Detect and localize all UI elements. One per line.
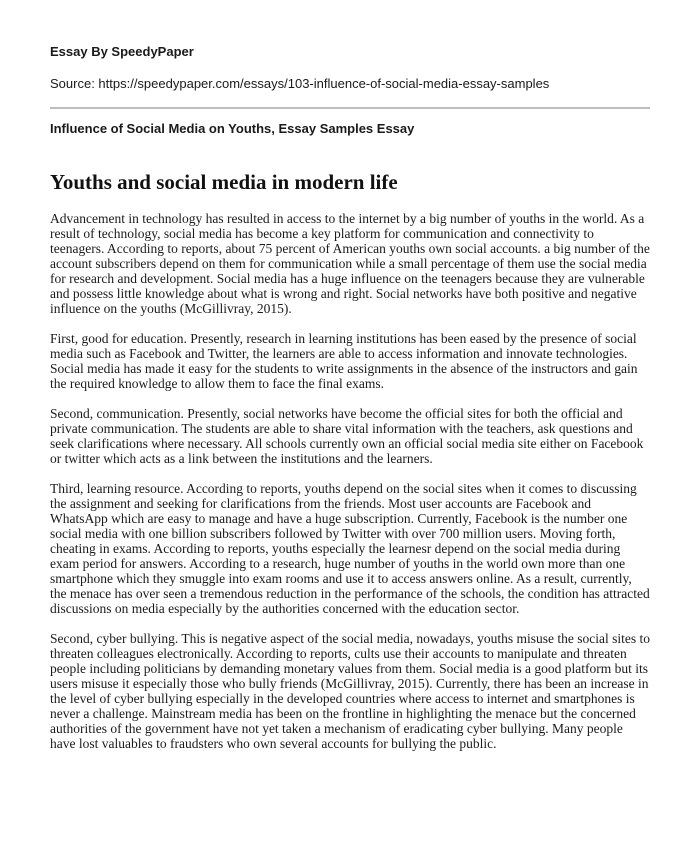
header-divider <box>50 107 650 109</box>
paragraph: Second, communication. Presently, social networks have become the official sites for both the official and private communication. The students are able to share vital information with the teachers, ask questions and seek clarifications where necessary. All schools currently own an official social media site either on Facebook or twitter which acts as a link between the institutions and the learners. <box>50 406 644 466</box>
document-title: Influence of Social Media on Youths, Essay Samples Essay <box>50 121 415 136</box>
paragraph: Third, learning resource. According to reports, youths depend on the social sites when it comes to discussing the assignment and seeking for clarifications from the friends. Most user accounts are Facebook and WhatsApp which are easy to manage and have a huge subscription. Currently, Facebook is the number one social media with one billion subscribers followed by Twitter with over 700 million users. Moving forth, cheating in exams. According to reports, youths especially the learnesr depend on the social media during exam period for answers. According to a research, huge number of youths in the world own more than one smartphone which they smuggle into exam rooms and use it to access answers online. As a result, currently, the menace has over seen a tremendous reduction in the performance of the schools, the condition has attracted discussions on media especially by the authorities concerned with the education sector. <box>50 481 650 616</box>
paragraph: Second, cyber bullying. This is negative aspect of the social media, nowadays, youths misuse the social sites to threaten colleagues electronically. According to reports, cults use their accounts to manipulate and threaten people including politicians by demanding monetary values from them. Social media is a good platform but its users misuse it especially those who bully friends (McGillivray, 2015). Currently, there has been an increase in the level of cyber bullying especially in the developed countries where access to internet and smartphones is never a challenge. Mainstream media has been on the frontline in highlighting the menace but the concerned authorities of the government have not yet taken a mechanism of eradicating cyber bullying. Many people have lost valuables to fraudsters who own several accounts for bullying the public. <box>50 631 651 751</box>
paragraph: First, good for education. Presently, research in learning institutions has been eased by the presence of social media such as Facebook and Twitter, the learners are able to access information and innovate technologies. Social media has made it easy for the students to write assignments in the absence of the instructors and gain the required knowledge to allow them to face the final exams. <box>50 331 638 391</box>
brand-label: Essay By SpeedyPaper <box>50 44 194 59</box>
paragraph: Advancement in technology has resulted in access to the internet by a big number of youths in the world. As a result of technology, social media has become a key platform for communication and connectivity to teenagers. According to reports, about 75 percent of American youths own social accounts. a big number of the account subscribers depend on them for communication while a small percentage of them use the social media for research and development. Social media has a huge influence on the teenagers because they are vulnerable and possess little knowledge about what is wrong and right. Social networks have both positive and negative influence on the youths (McGillivray, 2015). <box>50 211 650 316</box>
source-url: Source: https://speedypaper.com/essays/103-influence-of-social-media-essay-samples <box>50 76 550 91</box>
essay-body <box>50 211 650 751</box>
essay-heading: Youths and social media in modern life <box>50 170 398 194</box>
